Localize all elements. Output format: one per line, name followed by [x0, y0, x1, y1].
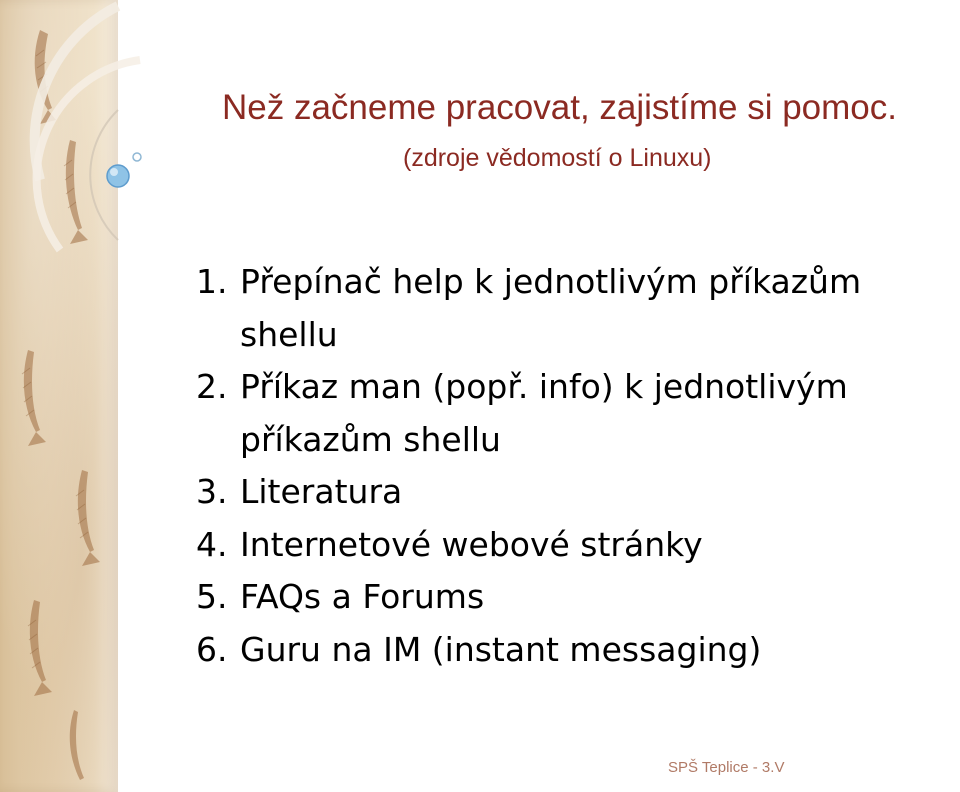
list-item-number: 3.: [196, 472, 228, 511]
list-item-text: Přepínač help k jednotlivým příkazům shellu: [240, 262, 862, 354]
list-item-text: Příkaz man (popř. info) k jednotlivým příkazům shellu: [240, 367, 848, 459]
small-bubble-icon: [133, 153, 141, 161]
resource-list: [196, 256, 936, 676]
list-item-number: 5.: [196, 577, 228, 616]
list-item: [196, 519, 936, 572]
fossil-fish-strip: [0, 0, 118, 792]
list-item: [196, 256, 936, 361]
list-item: [196, 624, 936, 677]
list-item: [196, 361, 936, 466]
list-item-text: Literatura: [240, 472, 403, 511]
list-item: [196, 571, 936, 624]
list-item-number: 1.: [196, 262, 228, 301]
list-item-text: Internetové webové stránky: [240, 524, 703, 564]
list-item-text: FAQs a Forums: [240, 577, 485, 616]
list-item-text: Guru na IM (instant messaging): [240, 629, 762, 669]
slide-subtitle: (zdroje vědomostí o Linuxu): [403, 144, 712, 172]
slide-title: Než začneme pracovat, zajistíme si pomoc.: [222, 88, 897, 127]
list-item-number: 6.: [196, 629, 228, 669]
list-item-number: 2.: [196, 367, 228, 406]
fossil-fish-icon: [0, 0, 118, 792]
list-item: [196, 466, 936, 519]
list-item-number: 4.: [196, 524, 228, 564]
slide-footer: SPŠ Teplice - 3.V: [668, 759, 785, 776]
